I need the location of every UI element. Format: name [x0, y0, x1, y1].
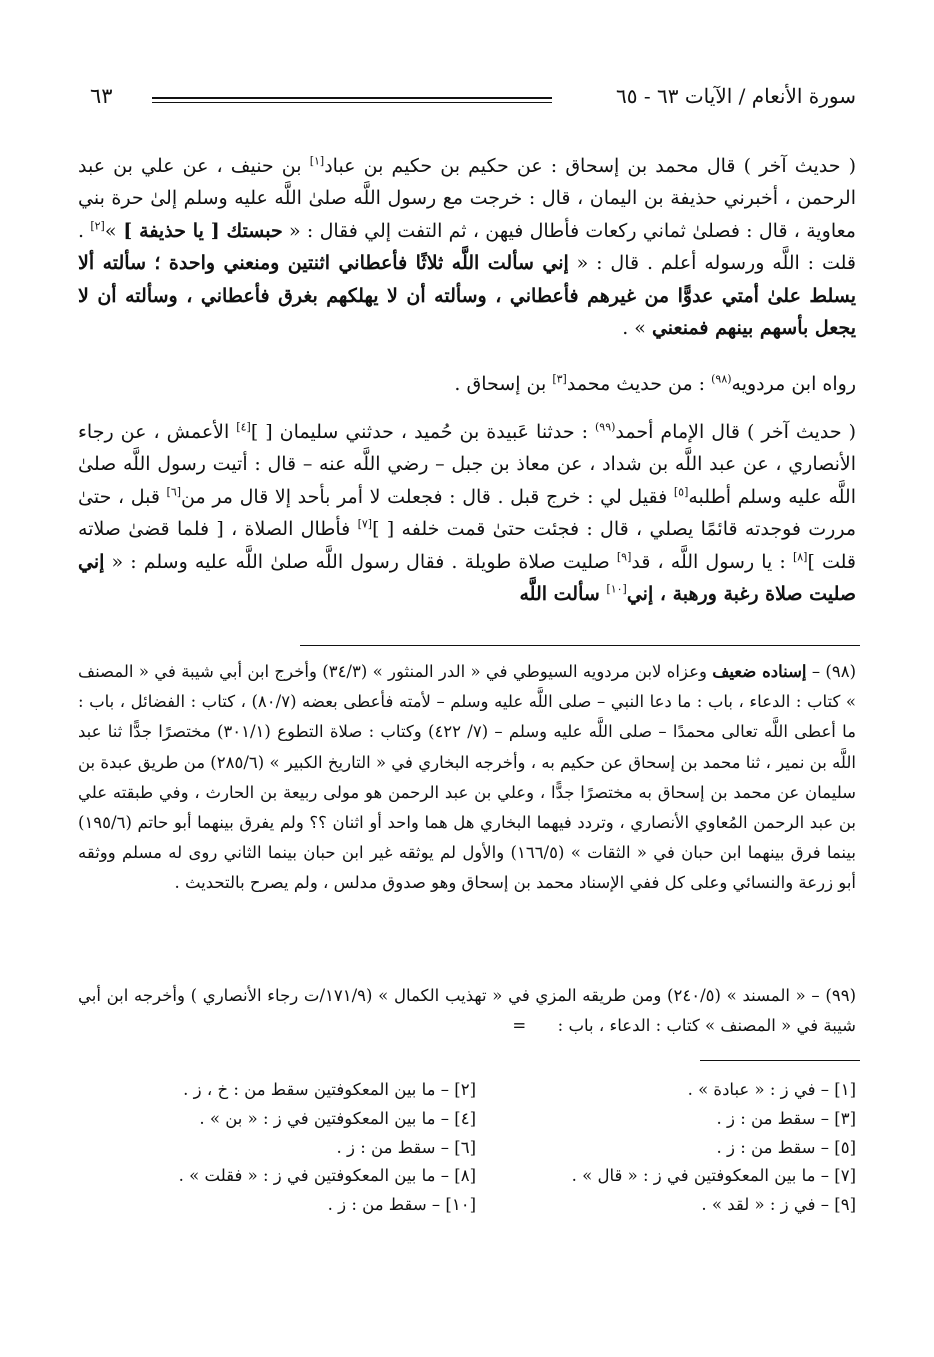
note-ref: [٧]	[357, 517, 373, 531]
hadith-paragraph-1	[78, 150, 856, 368]
text: رواه ابن مردويه	[731, 373, 856, 395]
text: بن حنيف ، عن علي بن عبد الرحمن ، أخبرني حذيفة بن اليمان ، قال : خرجت مع رسول اللَّه صلىٰ اللَّه عليه وسلم إلىٰ حرة بني معاوية ، قال : فصلىٰ ثماني ركعات فأطال فيهن ، ثم التفت إلي فقال : «	[78, 155, 856, 242]
text: صليت صلاة طويلة . فقال رسول اللَّه صلىٰ اللَّه عليه وسلم : «	[104, 550, 617, 573]
footnotes	[78, 657, 856, 1041]
note-row	[78, 1138, 856, 1167]
note: [٤] – ما بين المعكوفتين في ز : « بن » .	[199, 1108, 476, 1128]
note-row	[78, 1195, 856, 1224]
footnote-ref: (٩٨)	[711, 372, 732, 386]
note: [٩] – في ز : « لقد » .	[701, 1195, 856, 1215]
note: [١٠] – سقط من : ز .	[327, 1195, 476, 1215]
hadith-paragraph-2	[78, 416, 856, 644]
note: [١] – في ز : « عبادة » .	[687, 1080, 856, 1099]
text: (٩٩) – « المسند » (٢٤٠/٥) ومن طريقه المزي في « تهذيب الكمال » (١٧١/٩/ت رجاء الأنصاري ) وأخرجه ابن أبي شيبة في « المصنف » كتاب : الدعاء ، باب :	[78, 986, 856, 1036]
notes-separator	[700, 1060, 860, 1061]
bold-text: إني سألت اللَّه ثلاثًا فأعطاني اثنتين ومنعني واحدة ؛ سألته ألا يسلط علىٰ أمتي عدوًّا من غيرهم فأعطاني ، وسألته أن لا يهلكهم بغرق فأعطاني ، وسألته أن لا يجعل بأسهم بينهم فمنعني	[78, 252, 856, 340]
narration-paragraph	[78, 368, 856, 416]
text: فقيل لي : خرج قبل . قال : فجعلت لا أمر بأحد إلا قال مر من	[181, 485, 674, 508]
text: قبل ، حتىٰ مررت فوجدته قائمًا يصلي ، قال : فجئت حتىٰ قمت خلفه [ ]	[78, 485, 856, 541]
text: وعزاه لابن مردويه السيوطي في « الدر المنثور » (٣٤/٣) وأخرج ابن أبي شيبة في « المصنف » كتاب : الدعاء ، باب : ما دعا النبي – صلى اللَّه عليه وسلم – لأمته فأعطى بعضه (٨٠/٧) ، كتاب : الفضائل ، باب : ما أعطى اللَّه تعالى محمدًا – صلى اللَّه عليه وسلم – (٧/ ٤٢٢) وكتاب : صلاة التطوع (٣٠١/١) مختصرًا جدًّا ثنا عبد اللَّه بن نمير ، ثنا محمد بن إسحاق عن حكيم به ، وأخرجه البخاري في « التاريخ الكبير » (٢٨٥/٦) من طريق عبدة بن سليمان عن محمد بن إسحاق به مختصرًا جدًّا ، وعلي بن عبد الرحمن هو مولى ربيعة بن الحارث ، وفي طبقته علي بن عبد الرحمن المُعاوي الأنصاري ، وتردد فيهما البخاري هل هما واحد أو اثنان ؟؟ ولم يفرق بينهما أبو حاتم (١٩٥/٦) بينما فرق بينهما ابن حبان في « الثقات » (١٦٦/٥) والأول لم يوثقه غير ابن حبان بينما الثاني روى له مسلم ووثقه أبو زرعة والنسائي وعلى كل ففي الإسناد محمد بن إسحاق وهو صدوق مدلس ، ولم يصرح بالتحديث .	[78, 662, 856, 893]
note-ref: [٤]	[236, 420, 251, 434]
footnote-separator	[300, 645, 860, 646]
note-ref: [٣]	[552, 372, 567, 386]
note-row	[78, 1109, 856, 1138]
note-ref: [٨]	[792, 550, 808, 564]
footnote-ref: (٩٩)	[595, 420, 616, 434]
note: [٦] – سقط من : ز .	[336, 1137, 476, 1157]
note: [٥] – سقط من : ز .	[716, 1137, 856, 1157]
header-rule	[152, 97, 552, 103]
note-row	[78, 1080, 856, 1109]
text: فأطال الصلاة ، [ فلما قضىٰ صلاته قلت ]	[78, 518, 857, 573]
note-ref: [١٠]	[606, 582, 627, 596]
text: . قلت : اللَّه ورسوله أعلم . قال : «	[78, 219, 856, 275]
footnote-98	[78, 657, 856, 981]
text: بن إسحاق .	[454, 373, 553, 395]
note: [٣] – سقط من : ز .	[716, 1108, 856, 1128]
bold-text: حبستك [ يا حذيفة ]	[116, 219, 283, 242]
text: : يا رسول اللَّه ، قد	[631, 550, 793, 573]
text: : حدثنا عَبيدة بن حُميد ، حدثني سليمان [ ]	[250, 421, 595, 443]
text: »	[104, 219, 117, 242]
footnote-99	[78, 981, 856, 1041]
text: الأعمش ، عن رجاء الأنصاري ، عن عبد اللَّه بن شداد ، عن معاذ بن جبل – رضي اللَّه عنه – قال : أتيت رسول اللَّه صلىٰ اللَّه عليه وسلم أطلبه	[78, 421, 856, 508]
text: » .	[622, 317, 652, 340]
note-ref: [٥]	[673, 485, 689, 499]
text: ( حديث آخر ) قال الإمام أحمد	[615, 421, 856, 443]
page-header	[90, 84, 856, 124]
note-ref: [٦]	[166, 485, 182, 499]
surah-title: سورة الأنعام / الآيات ٦٣ - ٦٥	[616, 84, 856, 108]
note: [٢] – ما بين المعكوفتين سقط من : خ ، ز .	[183, 1080, 476, 1099]
note: [٨] – ما بين المعكوفتين في ز : « فقلت » .	[178, 1166, 476, 1186]
note: [٧] – ما بين المعكوفتين في ز : « قال » .	[571, 1166, 856, 1186]
bold-text: إني صليت صلاة رغبة ورهبة ، إني	[78, 550, 856, 606]
textual-notes	[78, 1080, 856, 1224]
continuation-mark: =	[512, 1016, 527, 1036]
note-row	[78, 1166, 856, 1195]
main-text	[78, 150, 856, 644]
text: : من حديث محمد	[566, 373, 712, 395]
footnote-number: (٩٨) –	[806, 662, 857, 681]
page-number: ٦٣	[90, 84, 113, 108]
note-ref: [٢]	[90, 219, 105, 233]
note-ref: [٩]	[616, 550, 632, 564]
bold-text: سألت اللَّه	[519, 583, 607, 606]
text: ( حديث آخر ) قال محمد بن إسحاق : عن حكيم بن حكيم بن عباد	[324, 155, 856, 177]
note-ref: [١]	[309, 154, 325, 168]
bold-text: إسناده ضعيف	[712, 662, 807, 681]
